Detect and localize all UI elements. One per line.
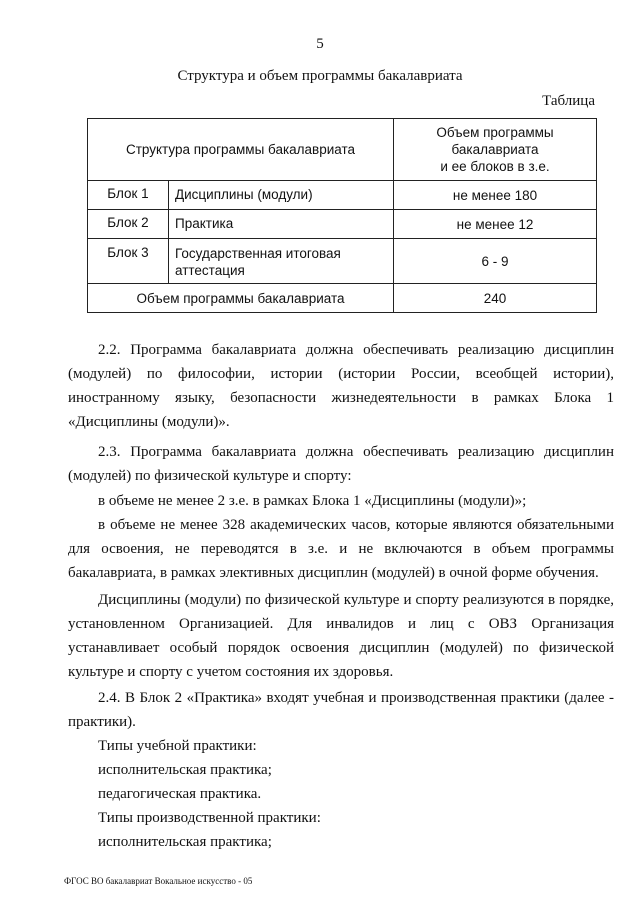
program-structure-table	[87, 118, 597, 313]
paragraph-2-4-block	[68, 686, 614, 734]
header-volume-line: и ее блоков в з.е.	[440, 159, 550, 174]
header-volume	[394, 119, 597, 181]
block-cell: Блок 2	[88, 210, 169, 239]
block-cell: Блок 3	[88, 239, 169, 284]
list-item: исполнительская практика;	[98, 834, 272, 850]
paragraph: 2.3. Программа бакалавриата должна обеспечивать реализацию дисциплин (модулей) по физической культуре и спорту:	[68, 444, 614, 484]
header-volume-line: Объем программы	[436, 125, 554, 140]
table-row	[88, 181, 597, 210]
paragraph: в объеме не менее 2 з.е. в рамках Блока 1 «Дисциплины (модули)»;	[98, 493, 527, 509]
block-name-cell: Дисциплины (модули)	[169, 181, 394, 210]
paragraph-pe-block	[68, 588, 614, 684]
page-footer: ФГОС ВО бакалавриат Вокальное искусство - 05	[64, 876, 253, 886]
paragraph-item-block	[68, 513, 614, 585]
list-item: Типы производственной практики:	[98, 810, 321, 826]
paragraph-item-block	[68, 489, 614, 513]
table-total-row	[88, 284, 597, 313]
paragraph: в объеме не менее 328 академических часов, которые являются обязательными для освоения, не переводятся в з.е. и не включаются в объем программы бакалавриата, в рамках элективных дисциплин (модулей) в очной форме обучения.	[68, 517, 614, 581]
practice-types-list	[68, 734, 614, 854]
list-item: исполнительская практика;	[98, 762, 272, 778]
page-number: 5	[316, 36, 324, 52]
table-label: Таблица	[542, 93, 595, 109]
total-label-cell: Объем программы бакалавриата	[88, 284, 394, 313]
list-item: Типы учебной практики:	[98, 738, 257, 754]
list-item: педагогическая практика.	[98, 786, 262, 802]
block-name-cell: Государственная итоговая аттестация	[169, 239, 394, 284]
paragraph: Дисциплины (модули) по физической культуре и спорту реализуются в порядке, установленном Организацией. Для инвалидов и лиц с ОВЗ Организация устанавливает особый порядок освоения дисциплин (модулей) по физической культуре и спорту с учетом состояния их здоровья.	[68, 592, 614, 680]
block-volume-cell: не менее 12	[394, 210, 597, 239]
paragraph-2-2-block	[68, 338, 614, 434]
table-row	[88, 210, 597, 239]
paragraph: 2.2. Программа бакалавриата должна обеспечивать реализацию дисциплин (модулей) по философии, истории (истории России, всеобщей истории), иностранному языку, безопасности жизнедеятельности в рамках Блока 1 «Дисциплины (модули)».	[68, 342, 614, 430]
header-volume-line: бакалавриата	[451, 142, 539, 157]
total-value-cell: 240	[394, 284, 597, 313]
paragraph: 2.4. В Блок 2 «Практика» входят учебная и производственная практики (далее - практики).	[68, 690, 614, 730]
block-volume-cell: не менее 180	[394, 181, 597, 210]
paragraph-2-3-block	[68, 440, 614, 488]
table-header-row	[88, 119, 597, 181]
block-name-cell: Практика	[169, 210, 394, 239]
document-title: Структура и объем программы бакалавриата	[177, 68, 463, 84]
block-volume-cell: 6 - 9	[394, 239, 597, 284]
table-row	[88, 239, 597, 284]
block-cell: Блок 1	[88, 181, 169, 210]
header-structure: Структура программы бакалавриата	[88, 119, 394, 181]
